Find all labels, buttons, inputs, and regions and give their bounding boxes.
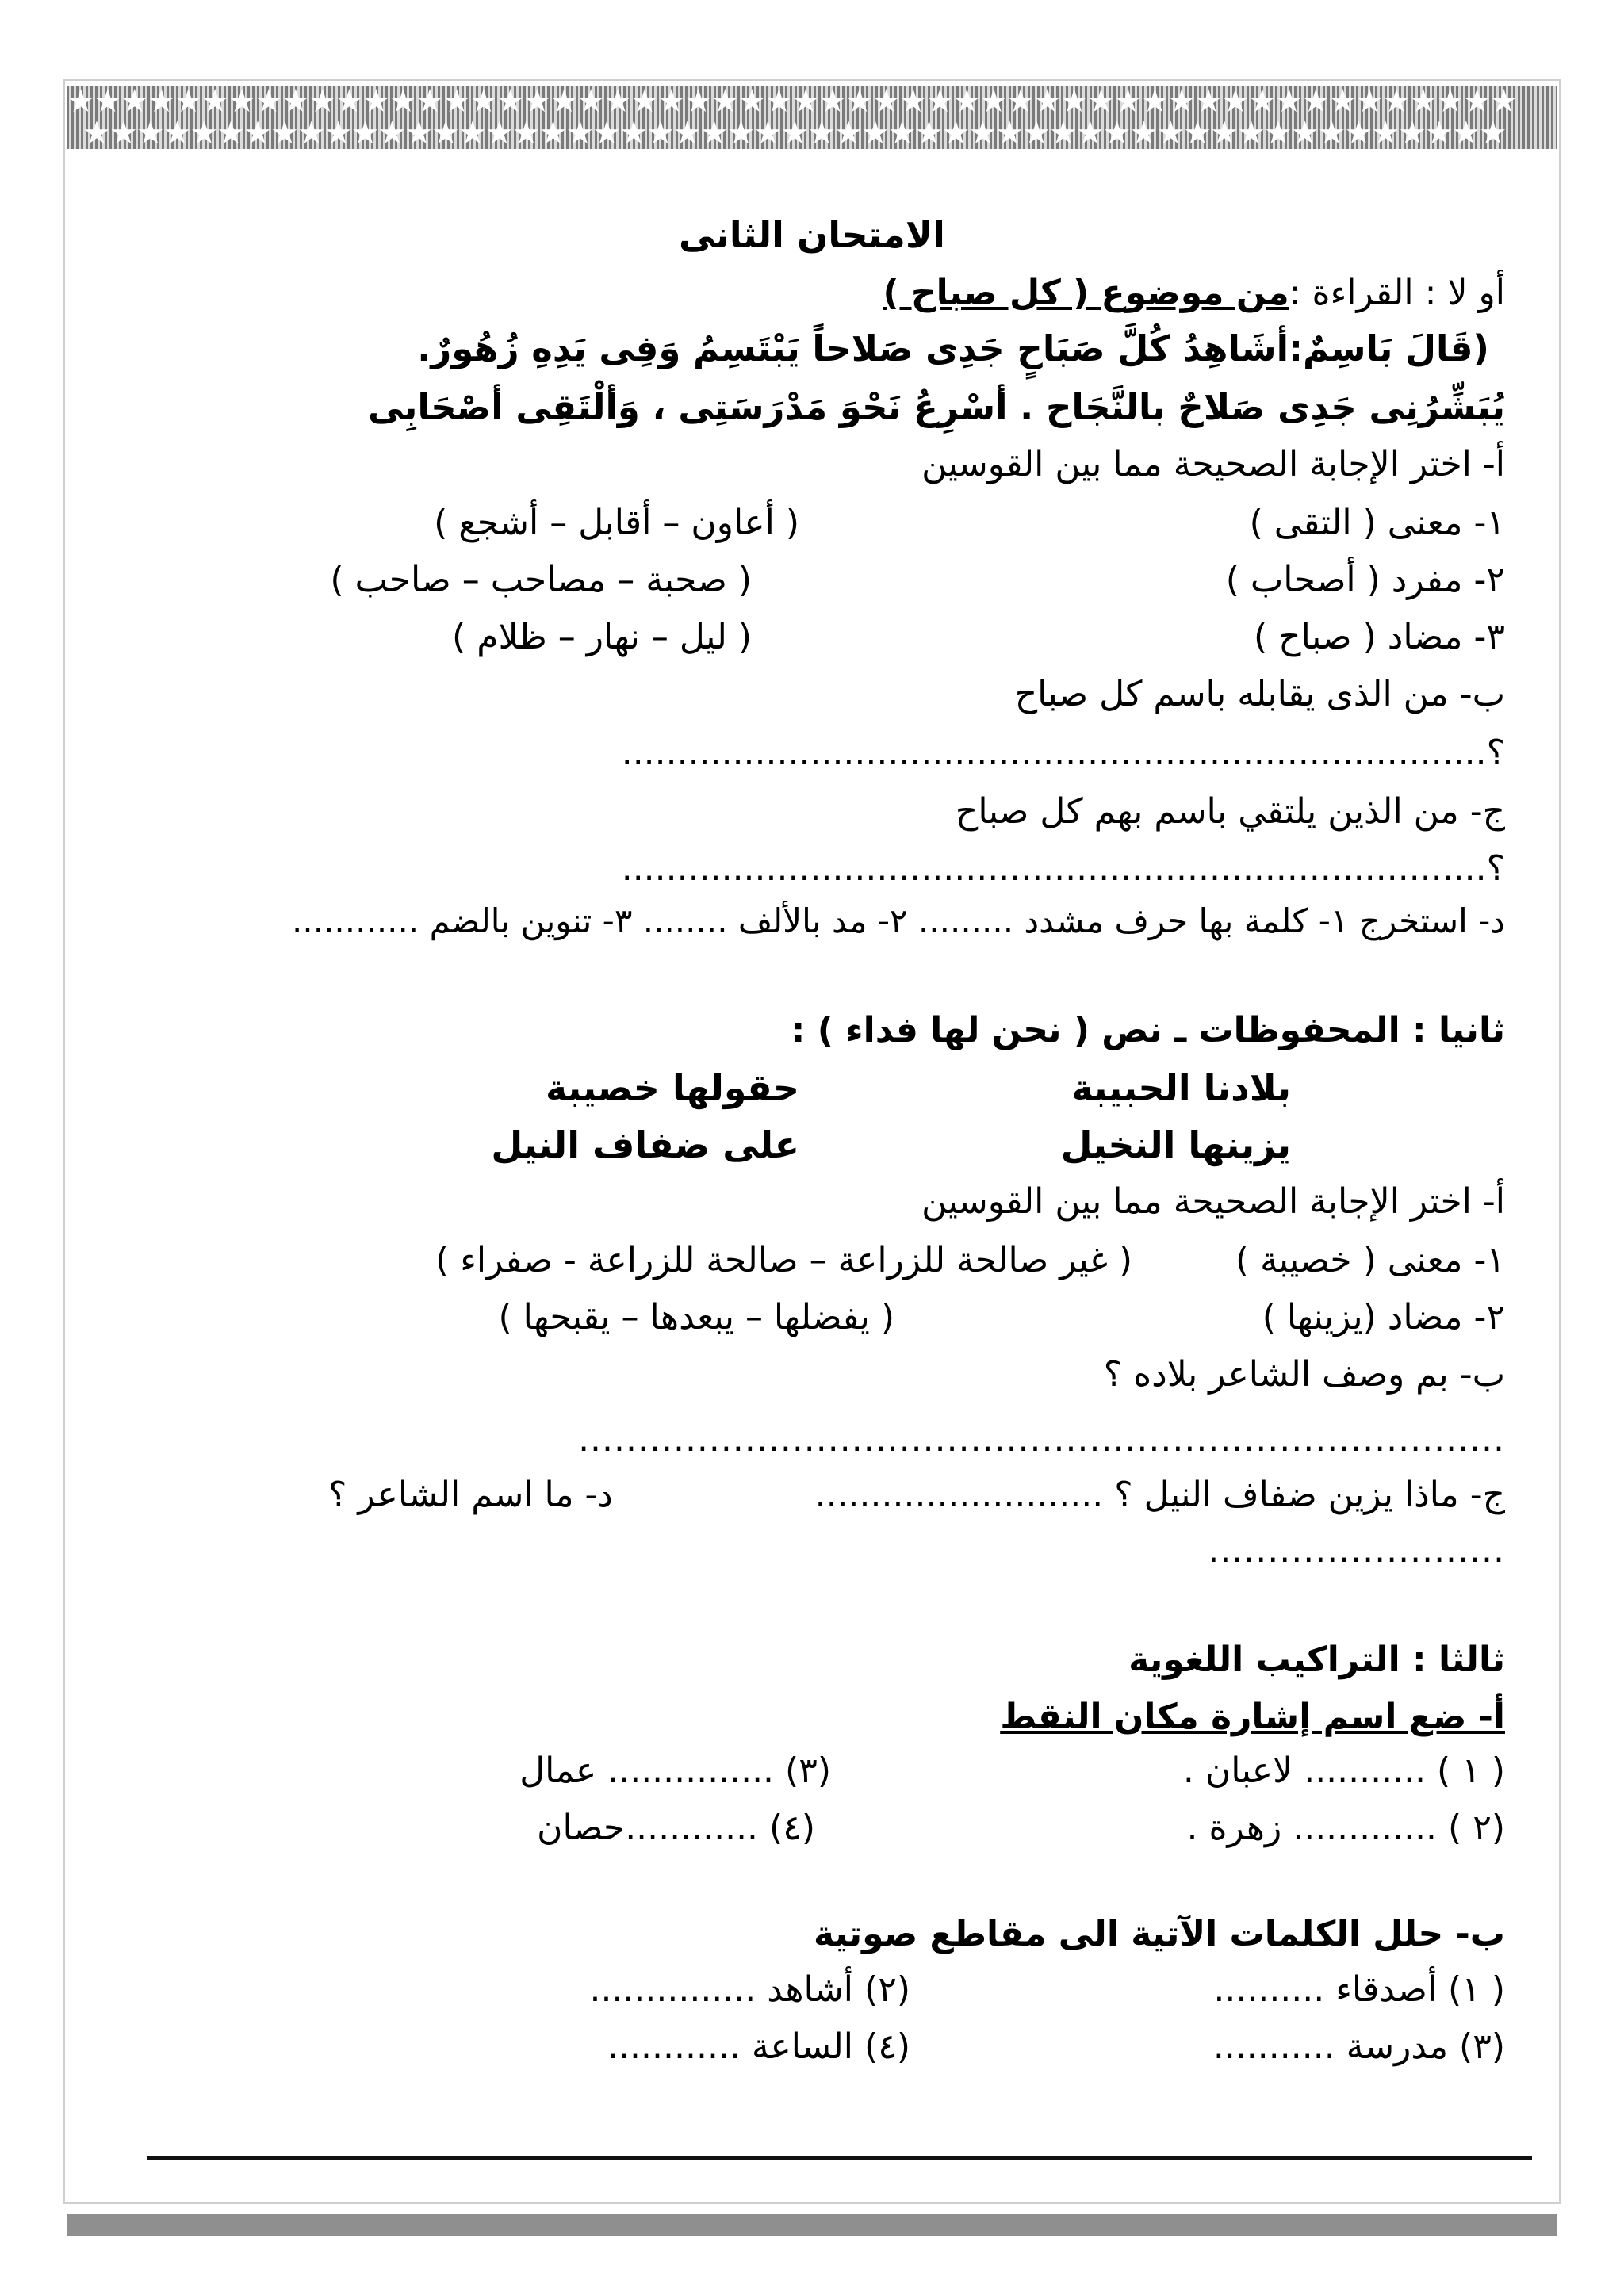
sub-a-item-1: ( ١ ) ........... لاعبان . xyxy=(1182,1751,1505,1791)
sub-a-item-4: (٤) ............حصان xyxy=(537,1808,815,1848)
section2-question-d: د- ما اسم الشاعر ؟ xyxy=(328,1475,613,1515)
section1-question-a: أ- اختر الإجابة الصحيحة مما بين القوسين xyxy=(921,444,1505,484)
s2-choice-1-options: ( غير صالحة للزراعة – صالحة للزراعة - صفراء ) xyxy=(435,1240,1132,1280)
section2-question-c: ج- ماذا يزين ضفاف النيل ؟ .......................... xyxy=(814,1475,1505,1515)
s2-choice-2-question: ٢- مضاد (يزينها ) xyxy=(1262,1297,1505,1337)
passage-line-2: يُبَشِّرُنِى جَدِى صَلاحٌ بالنَّجَاح . أسْرِعُ نَحْوَ مَدْرَسَتِى ، وَألْتَقِى أصْحَابِى xyxy=(367,386,1505,428)
section1-question-d: د- استخرج ١- كلمة بها حرف مشدد ......... ٢- مد بالألف ........ ٣- تنوين بالضم ............ xyxy=(292,901,1505,940)
section1-heading xyxy=(883,270,1505,317)
choice-2-options: ( صحبة – مصاحب – صاحب ) xyxy=(330,560,752,600)
sub-b-item-2: (٢) أشاهد ............... xyxy=(589,1969,910,2010)
verse-2-right: يزينها النخيل xyxy=(1060,1123,1291,1166)
section1-question-c: ج- من الذين يلتقي باسم بهم كل صباح xyxy=(955,791,1505,832)
section1-answer-b: ؟.............................................................................. xyxy=(621,733,1505,773)
section1-topic: من موضوع ( كل صباح ) xyxy=(883,273,1289,313)
passage-line-1: (قَالَ بَاسِمٌ:أشَاهِدُ كُلَّ صَبَاحٍ جَدِى صَلاحاً يَبْتَسِمُ وَفِى يَدِهِ زُهُورٌ. xyxy=(417,327,1489,369)
verse-2-left: على ضفاف النيل xyxy=(491,1123,799,1166)
sub-b-item-1: ( ١) أصدقاء .......... xyxy=(1213,1969,1505,2010)
exam-title: الامتحان الثانى xyxy=(679,213,945,256)
sub-a-item-2: (٢ ) ............. زهرة . xyxy=(1186,1808,1505,1848)
choice-1-options: ( أعاون – أقابل – أشجع ) xyxy=(434,503,799,543)
s2-choice-2-options: ( يفضلها – يبعدها – يقبحها ) xyxy=(498,1297,894,1337)
section1-heading-prefix: أو لا : القراءة : xyxy=(1289,273,1505,313)
footer-rule xyxy=(147,2156,1532,2160)
section3-sub-b: ب- حلل الكلمات الآتية الى مقاطع صوتية xyxy=(813,1914,1505,1954)
s2-choice-1-question: ١- معنى ( خصيبة ) xyxy=(1235,1240,1505,1280)
sub-a-item-3: (٣) ............... عمال xyxy=(519,1751,831,1791)
bottom-border-band xyxy=(67,2214,1557,2236)
section2-answer-b: .............................................................................. xyxy=(578,1419,1505,1460)
verse-1-left: حقولها خصيبة xyxy=(546,1066,799,1109)
section2-question-b: ب- بم وصف الشاعر بلاده ؟ xyxy=(1103,1354,1505,1395)
choice-2-question: ٢- مفرد ( أصحاب ) xyxy=(1225,560,1505,600)
sub-b-item-3: (٣) مدرسة ........... xyxy=(1212,2026,1505,2067)
section3-sub-a: أ- ضع اسم إشارة مكان النقط xyxy=(1000,1697,1505,1737)
section2-heading: ثانيا : المحفوظات ـ نص ( نحن لها فداء ) : xyxy=(791,1010,1505,1050)
section1-question-b: ب- من الذى يقابله باسم كل صباح xyxy=(1014,674,1505,714)
star-border-decoration: ★★★★★★★★★★★★★★★★★★★★★★★★★★★★★★★★★★★★★★★★★★★★★★★★★★★★★★ ★★★★★★★★★★★★★★★★★★★★★★★★★★★★★★★★★★★★★★★★★★★★★★★★★★★★★ xyxy=(67,86,1557,149)
choice-3-options: ( ليل – نهار – ظلام ) xyxy=(452,617,752,657)
section2-question-a: أ- اختر الإجابة الصحيحة مما بين القوسين xyxy=(921,1181,1505,1222)
sub-b-item-4: (٤) الساعة ............ xyxy=(607,2026,910,2067)
section1-answer-c: ؟.............................................................................. xyxy=(621,848,1505,889)
section3-heading: ثالثا : التراكيب اللغوية xyxy=(1128,1640,1505,1680)
choice-1-question: ١- معنى ( التقى ) xyxy=(1249,503,1505,543)
verse-1-right: بلادنا الحبيبة xyxy=(1071,1066,1291,1109)
choice-3-question: ٣- مضاد ( صباح ) xyxy=(1254,617,1505,657)
section2-answer-cd: ......................... xyxy=(1208,1530,1505,1571)
